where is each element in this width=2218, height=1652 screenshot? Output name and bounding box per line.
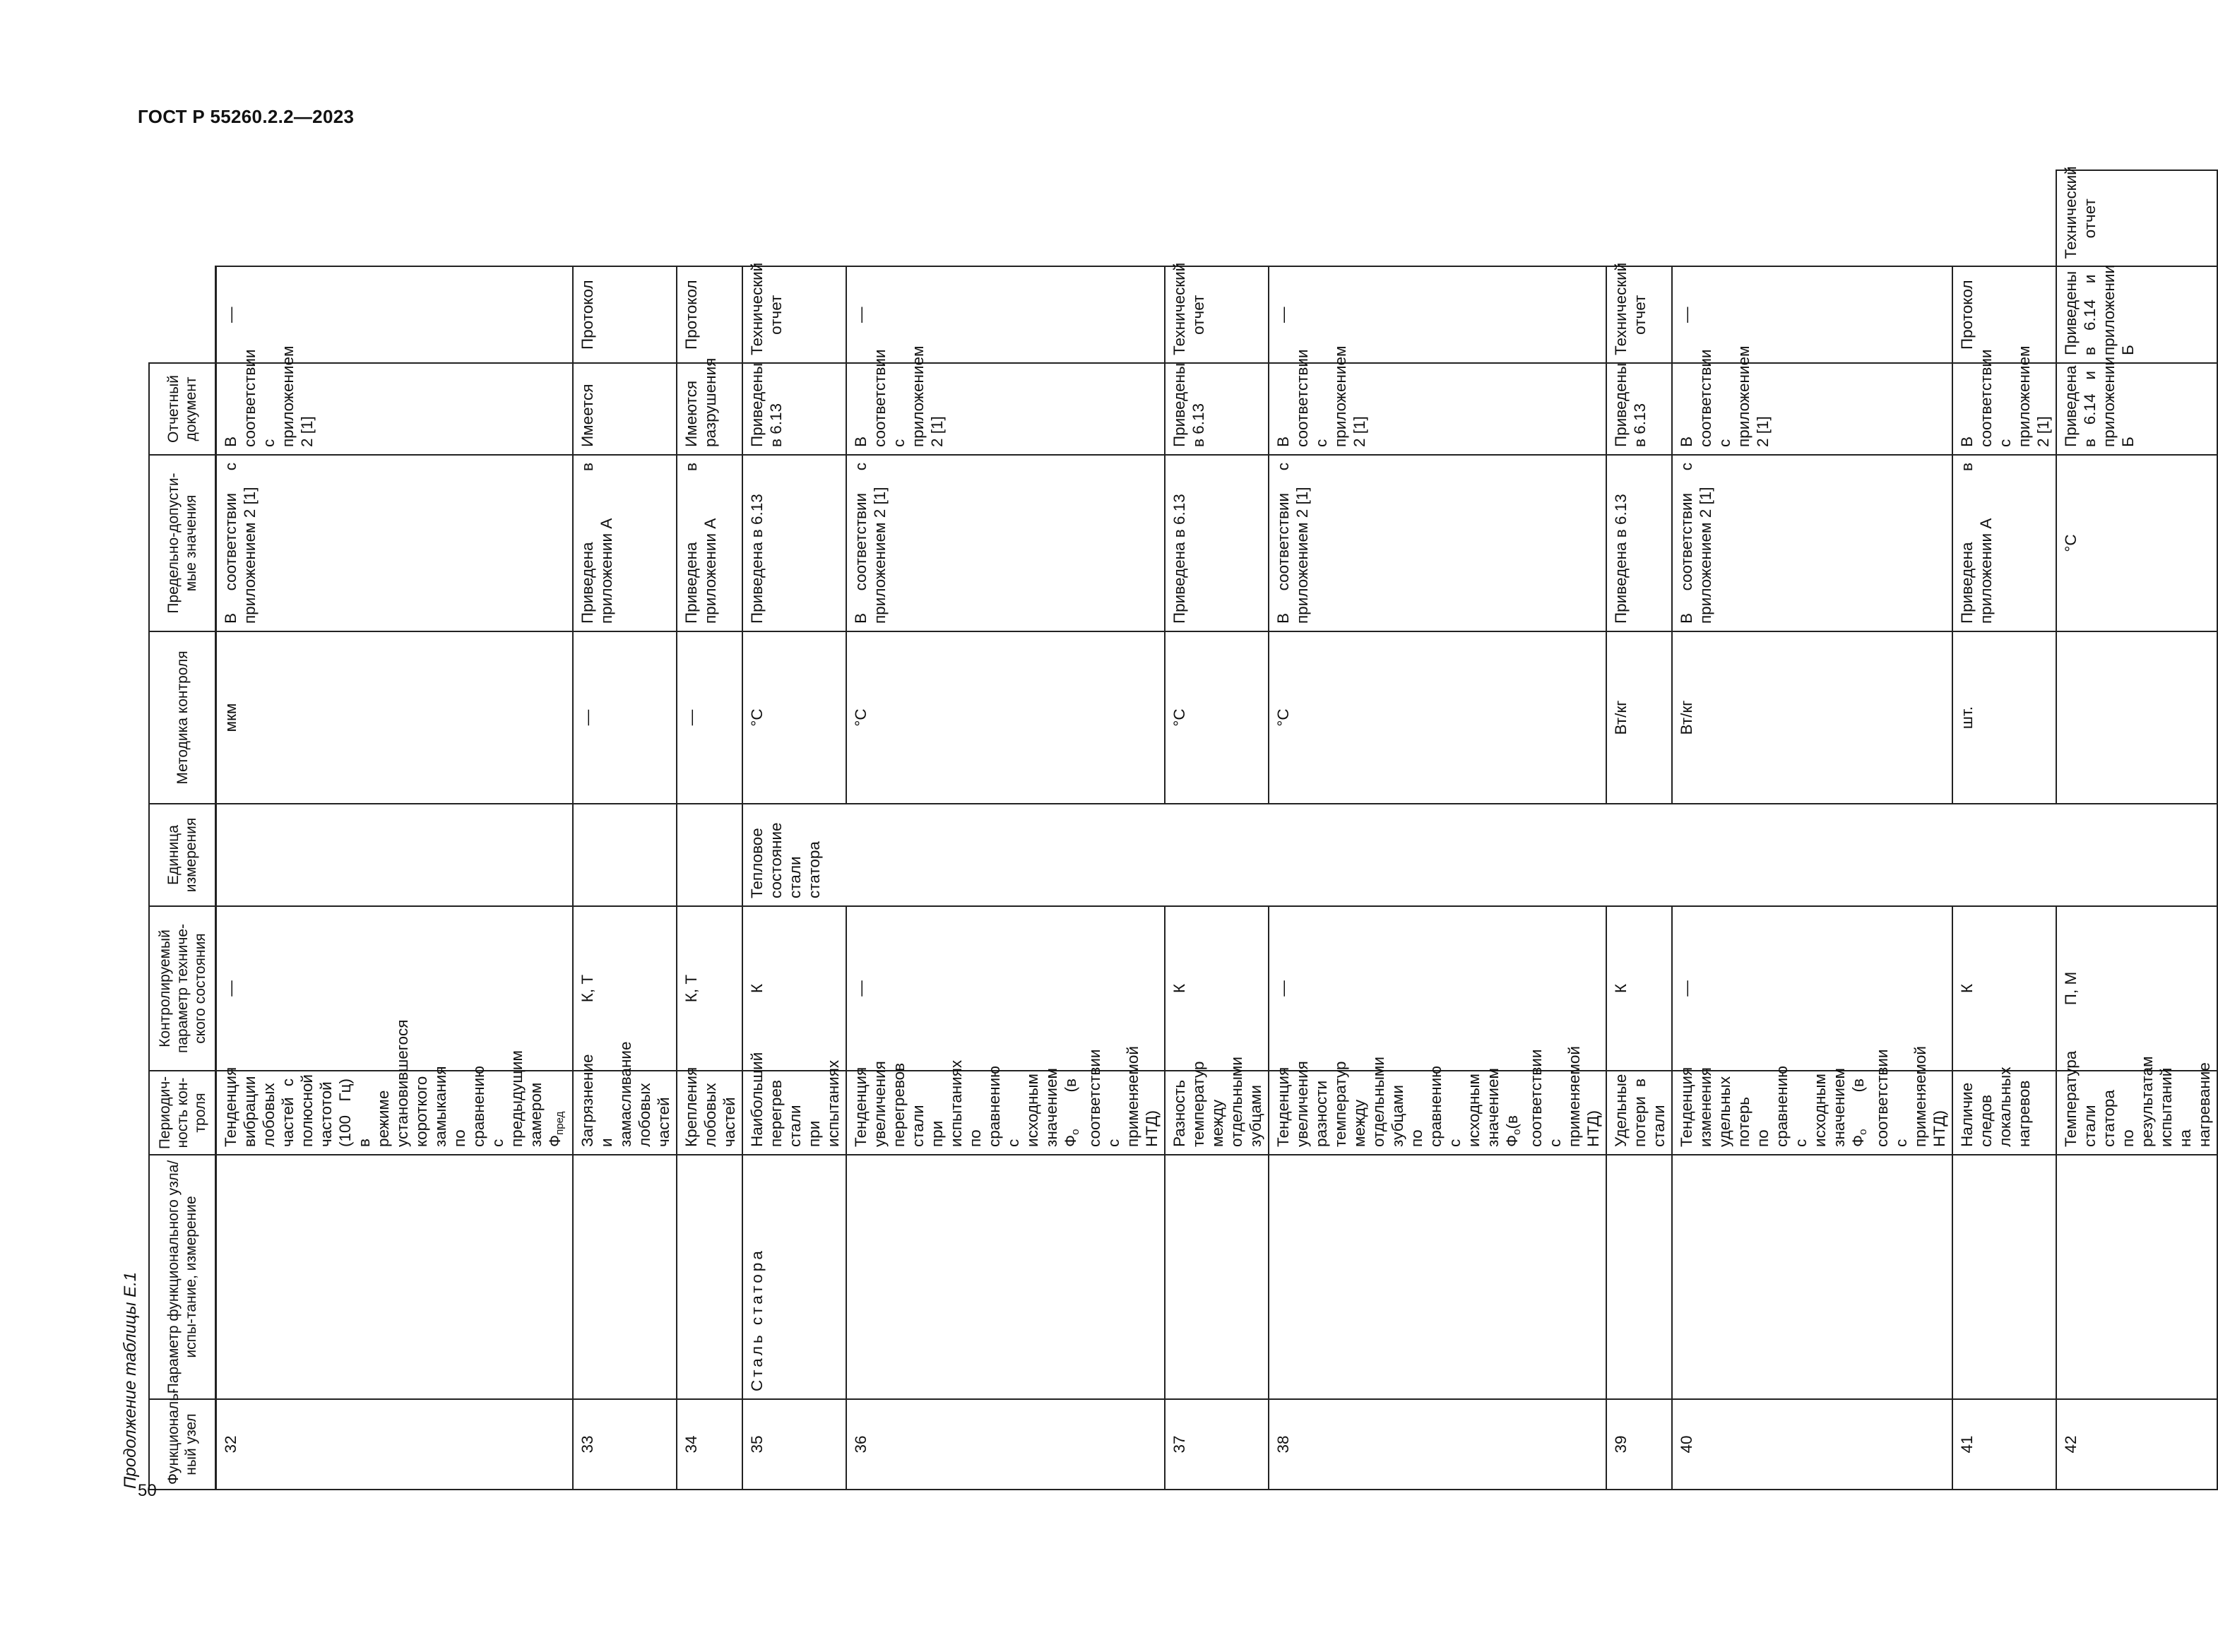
row-number: 39 [1606,1399,1672,1490]
row-unit [573,1155,677,1399]
row-unit [1269,1155,1606,1399]
row-period: — [1672,906,1952,1071]
row-state: Тепловое состояние стали статора [742,804,2217,906]
row-limit: В соответствии с приложением 2 [1] [1672,363,1952,455]
row-measure: °С [1269,631,1606,804]
row-report: — [1269,267,1606,364]
col-header-unit: Функциональ-ный узел [149,1399,216,1490]
row-report: Технический отчет [1165,267,1269,364]
row-report: Технический отчет [1606,267,1672,364]
row-parameter: Наличие следов локальных нагревов [1952,1071,2056,1155]
row-number: 40 [1672,1399,1952,1490]
row-measure: Вт/кг [1606,631,1672,804]
row-number: 42 [2056,1399,2217,1490]
col-header-limit: Предельно-допусти-мые значения [149,455,216,631]
row-limit: Приведены в 6.13 [742,363,846,455]
row-period: — [1269,906,1606,1071]
row-report: — [216,267,574,364]
row-limit: Приведены в 6.13 [1606,363,1672,455]
row-limit: В соответствии с приложением 2 [1] [1952,363,2056,455]
row-period: К, Т [677,906,742,1071]
row-unit [1672,1155,1952,1399]
table-row [573,170,677,1490]
table-row [677,170,742,1490]
row-unit [1952,1155,2056,1399]
row-parameter: Температура стали статора по результатам испытаний на нагревание [2056,1071,2217,1155]
row-method: Приведена в 6.13 [1606,455,1672,631]
row-method: Приведена в приложении А [1952,455,2056,631]
row-period: К [1952,906,2056,1071]
row-state [216,804,574,906]
row-number: 37 [1165,1399,1269,1490]
table-continuation-caption: Продолжение таблицы Е.1 [121,1271,140,1489]
row-method: В соответствии с приложением 2 [1] [1672,455,1952,631]
row-parameter: Тенденция вибрации лобовых частей с полюсной частотой (100 Гц) в режиме установившегося короткого замыкания по сравнению с предыдущим замером $Ф_{пред}$ [216,1071,574,1155]
row-report: — [1672,267,1952,364]
row-number: 38 [1269,1399,1606,1490]
row-state [573,804,677,906]
col-header-state: Контролируемый параметр техниче-ского состояния [149,906,216,1071]
row-number: 32 [216,1399,574,1490]
row-method: Приведена в 6.13 [742,455,846,631]
characteristics-table [148,166,2218,1490]
rotated-table-block [120,166,2213,1490]
row-limit: В соответствии с приложением 2 [1] [846,363,1165,455]
row-number: 41 [1952,1399,2056,1490]
row-limit: Приведены в 6.14 и приложении Б [2056,267,2217,364]
row-limit: В соответствии с приложением 2 [1] [1269,363,1606,455]
row-report: Протокол [573,267,677,364]
row-parameter: Тенденция изменения удельных потерь по сравнению с исходным значением $Ф_о$ (в соответствии с применяемой НТД) [1672,1071,1952,1155]
row-period: К [1165,906,1269,1071]
row-method: Приведена в 6.14 и приложении Б [2056,363,2217,455]
row-measure: мкм [216,631,574,804]
col-header-measure: Единица измерения [149,804,216,906]
row-period: — [216,906,574,1071]
table-row [216,170,574,1490]
row-report: Протокол [1952,267,2056,364]
row-method: Приведена в приложении А [573,455,677,631]
row-parameter: Наибольший перегрев стали при испытаниях [742,1071,846,1155]
row-report: — [846,267,1165,364]
row-limit: Имеются разрушения [677,363,742,455]
row-state [677,804,742,906]
row-number: 35 [742,1399,846,1490]
row-unit [846,1155,1165,1399]
row-measure: — [573,631,677,804]
row-method: В соответствии с приложением 2 [1] [216,455,574,631]
table-row [742,170,846,1490]
row-unit: Сталь статора [742,1155,846,1399]
row-parameter: Крепления лобовых частей [677,1071,742,1155]
row-unit [1165,1155,1269,1399]
row-method: Приведена в приложении А [677,455,742,631]
row-state [2056,631,2217,804]
row-report: Протокол [677,267,742,364]
col-header-report: Отчетный документ [149,363,216,455]
document-header: ГОСТ Р 55260.2.2—2023 [138,106,355,127]
row-number: 33 [573,1399,677,1490]
row-parameter: Тенденция увеличения перегревов стали при испытаниях по сравнению с исходным значением $Ф_о$ (в соответствии с применяемой НТД) [846,1071,1165,1155]
row-parameter: Удельные потери в стали [1606,1071,1672,1155]
row-number: 36 [846,1399,1165,1490]
row-number: 34 [677,1399,742,1490]
row-period: К [742,906,846,1071]
row-period: — [846,906,1165,1071]
row-measure: — [677,631,742,804]
row-measure: °С [742,631,846,804]
row-unit [2056,1155,2217,1399]
table-header-row [149,170,216,1490]
row-measure: Вт/кг [1672,631,1952,804]
row-measure: °С [1165,631,1269,804]
col-header-parameter: Параметр функционального узла/испы-тание, измерение [149,1155,216,1399]
row-period: К, Т [573,906,677,1071]
row-unit [216,1155,574,1399]
row-parameter: Разность температур между отдельными зубцами [1165,1071,1269,1155]
row-method: В соответствии с приложением 2 [1] [846,455,1165,631]
row-report: Технический отчет [2056,170,2217,267]
row-measure: °С [846,631,1165,804]
row-unit [1606,1155,1672,1399]
row-limit: Приведены в 6.13 [1165,363,1269,455]
row-method: В соответствии с приложением 2 [1] [1269,455,1606,631]
row-period: К [1606,906,1672,1071]
row-measure: °С [2056,455,2217,631]
row-parameter: Загрязнение и замасливание лобовых частей [573,1071,677,1155]
col-header-method: Методика контроля [149,631,216,804]
row-period: П, М [2056,906,2217,1071]
page-number: 50 [138,1481,157,1500]
row-method: Приведена в 6.13 [1165,455,1269,631]
row-limit: Имеется [573,363,677,455]
row-measure: шт. [1952,631,2056,804]
row-unit [677,1155,742,1399]
col-header-period: Периодич-ность кон-троля [149,1071,216,1155]
row-report: Технический отчет [742,267,846,364]
row-limit: В соответствии с приложением 2 [1] [216,363,574,455]
row-parameter: Тенденция увеличения разности температур между отдельными зубцами по сравнению с исходным значением $Ф_о(в$ соответствии с применяемой НТД) [1269,1071,1606,1155]
